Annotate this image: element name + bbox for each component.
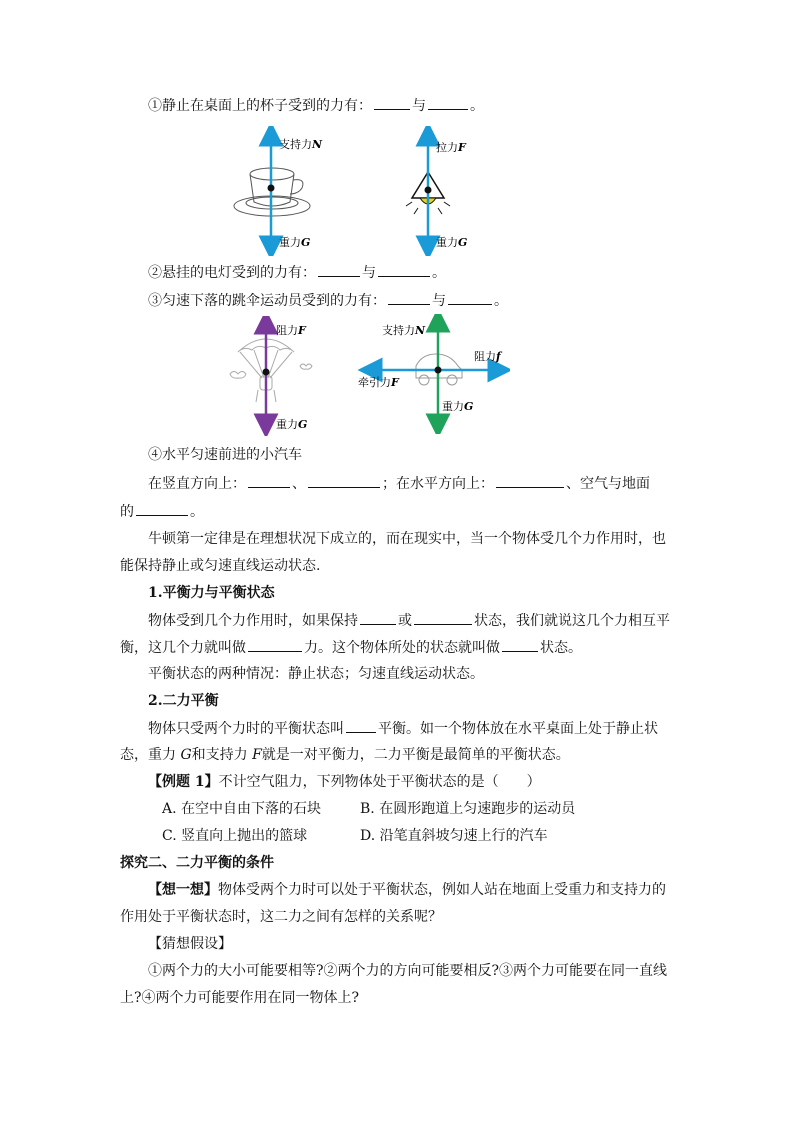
svg-text:重力G: 重力G: [276, 418, 308, 431]
force-point: [263, 369, 270, 376]
svg-text:牵引力F: 牵引力F: [358, 376, 399, 389]
svg-text:支持力N: 支持力N: [279, 138, 323, 151]
question-2-suffix: 。: [432, 265, 446, 281]
svg-text:支持力N: 支持力N: [382, 324, 426, 337]
force-point: [268, 185, 275, 192]
section-1-title: 1.平衡力与平衡状态: [148, 585, 275, 601]
answer-blank[interactable]: [502, 637, 538, 652]
svg-text:重力G: 重力G: [442, 400, 474, 413]
car-force-diagram: [350, 314, 510, 434]
example-1-tag: 【例题 1】: [148, 774, 219, 790]
cup-force-diagram: [230, 126, 350, 256]
question-4-line-1: 在竖直方向上： 、 ；在水平方向上： 、空气与地面: [148, 473, 650, 494]
svg-text:阻力F: 阻力F: [276, 324, 306, 337]
option-a[interactable]: A. 在空中自由下落的石块: [162, 801, 322, 817]
question-3-mid: 与: [432, 293, 446, 309]
lamp-force-diagram: [400, 126, 490, 256]
parachute-icon: [230, 339, 312, 402]
answer-blank[interactable]: [248, 473, 290, 488]
guess-line-1: ①两个力的大小可能要相等?②两个力的方向可能要相反?③两个力可能要在同一直线: [148, 963, 668, 979]
force-point: [435, 367, 442, 374]
section-2-line-1: 物体只受两个力时的平衡状态叫 平衡。如一个物体放在水平桌面上处于静止状: [148, 718, 658, 739]
question-1-prefix: ①静止在桌面上的杯子受到的力有：: [148, 98, 372, 114]
question-2: [148, 262, 446, 283]
option-b[interactable]: B. 在圆形跑道上匀速跑步的运动员: [360, 801, 576, 817]
question-4: ④水平匀速前进的小汽车: [148, 447, 302, 463]
section-1-line-1: 物体受到几个力作用时，如果保持 或 状态，我们就说这几个力相互平: [148, 610, 670, 631]
section-1-line-2: 衡，这几个力就叫做 力。这个物体所处的状态就叫做 状态。: [120, 637, 582, 658]
newton-paragraph-line-1: 牛顿第一定律是在理想状况下成立的，而在现实中，当一个物体受几个力作用时，也: [148, 531, 666, 547]
newton-paragraph-line-2: 能保持静止或匀速直线运动状态.: [120, 558, 321, 574]
question-1-suffix: 。: [470, 98, 484, 114]
example-1: [148, 772, 541, 792]
section-2-line-2: 态，重力 G和支持力 F就是一对平衡力，二力平衡是最简单的平衡状态。: [120, 747, 570, 763]
answer-blank[interactable]: [428, 95, 468, 110]
force-point: [425, 187, 432, 194]
answer-blank[interactable]: [308, 473, 380, 488]
svg-text:重力G: 重力G: [436, 236, 468, 249]
think-tag: 【想一想】: [148, 882, 218, 898]
answer-blank[interactable]: [374, 95, 410, 110]
answer-blank[interactable]: [248, 637, 302, 652]
option-c[interactable]: C. 竖直向上抛出的篮球: [162, 828, 308, 844]
section-1-line-3: 平衡状态的两种情况：静止状态；匀速直线运动状态。: [148, 666, 484, 682]
question-2-mid: 与: [362, 265, 376, 281]
explore-2-title: 探究二、二力平衡的条件: [120, 855, 274, 871]
option-d[interactable]: D. 沿笔直斜坡匀速上行的汽车: [360, 828, 548, 844]
guess-line-2: 上?④两个力可能要作用在同一物体上?: [120, 990, 360, 1006]
svg-text:拉力F: 拉力F: [436, 141, 466, 154]
answer-blank[interactable]: [448, 290, 492, 305]
example-1-question: 不计空气阻力，下列物体处于平衡状态的是（ ）: [218, 774, 541, 790]
answer-blank[interactable]: [496, 473, 564, 488]
answer-blank[interactable]: [318, 262, 360, 277]
svg-text:阻力f: 阻力f: [474, 350, 501, 363]
guess-tag: 【猜想假设】: [148, 936, 232, 952]
answer-blank[interactable]: [388, 290, 430, 305]
question-4-line-2: 的 。: [120, 501, 204, 522]
answer-blank[interactable]: [414, 610, 472, 625]
think-line-1: 【想一想】物体受两个力时可以处于平衡状态，例如人站在地面上受重力和支持力的: [148, 882, 666, 898]
question-1-mid: 与: [412, 98, 426, 114]
parachute-force-diagram: [228, 316, 338, 436]
question-3-prefix: ③匀速下落的跳伞运动员受到的力有：: [148, 293, 386, 309]
answer-blank[interactable]: [136, 501, 188, 516]
question-3-suffix: 。: [494, 293, 508, 309]
answer-blank[interactable]: [346, 718, 376, 733]
question-2-prefix: ②悬挂的电灯受到的力有：: [148, 265, 316, 281]
question-1: [148, 95, 484, 116]
think-line-2: 作用处于平衡状态时，这二力之间有怎样的关系呢？: [120, 909, 442, 925]
svg-text:重力G: 重力G: [279, 236, 311, 249]
answer-blank[interactable]: [378, 262, 430, 277]
question-3: [148, 290, 508, 311]
answer-blank[interactable]: [360, 610, 396, 625]
section-2-title: 2.二力平衡: [148, 693, 219, 709]
